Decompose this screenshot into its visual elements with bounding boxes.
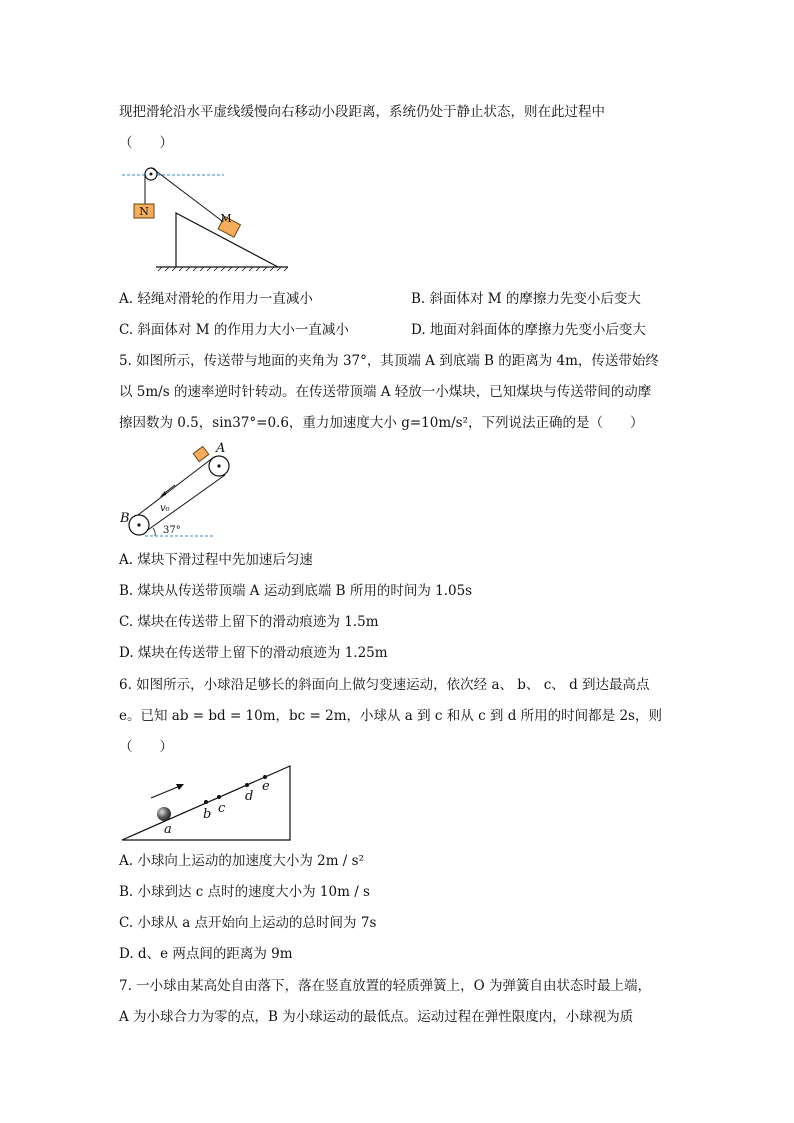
q5-option-a: A. 煤块下滑过程中先加速后匀速 <box>119 552 313 568</box>
point-c <box>217 795 221 799</box>
label-e: e <box>262 779 270 794</box>
q7-stem-line-1: 7. 一小球由某高处自由落下，落在竖直放置的轻质弹簧上，O 为弹簧自由状态时最上端， <box>119 978 652 994</box>
label-M: M <box>220 212 232 225</box>
q6-option-a: A. 小球向上运动的加速度大小为 2m / s² <box>119 853 364 869</box>
q4-option-a: A. 轻绳对滑轮的作用力一直减小 <box>119 291 313 307</box>
q7-stem-line-2: A 为小球合力为零的点，B 为小球运动的最低点。运动过程在弹性限度内，小球视为质 <box>119 1009 634 1025</box>
q4-option-d: D. 地面对斜面体的摩擦力先变小后变大 <box>411 322 646 338</box>
q4-answer-blank: （ ） <box>119 135 173 151</box>
q6-answer-blank: （ ） <box>119 739 173 755</box>
q5-stem-line-3: 擦因数为 0.5，sin37°=0.6，重力加速度大小 g=10m/s²，下列说法正确的是（ ） <box>119 415 644 431</box>
label-A: A <box>216 441 226 456</box>
point-b <box>204 800 208 804</box>
q6-figure-incline-ball <box>118 760 298 845</box>
label-B: B <box>120 511 130 526</box>
q5-option-d: D. 煤块在传送带上留下的滑动痕迹为 1.25m <box>119 645 388 661</box>
q4-figure-pulley-incline <box>118 160 298 275</box>
motion-arrow <box>151 786 180 798</box>
label-a: a <box>164 822 172 837</box>
label-v0: v₀ <box>160 503 170 514</box>
label-angle: 37° <box>163 525 181 536</box>
q4-option-b: B. 斜面体对 M 的摩擦力先变小后变大 <box>411 291 641 307</box>
q6-option-c: C. 小球从 a 点开始向上运动的总时间为 7s <box>119 915 377 931</box>
q4-stem-line: 现把滑轮沿水平虚线缓慢向右移动小段距离，系统仍处于静止状态，则在此过程中 <box>119 104 605 120</box>
coal-block <box>193 446 209 461</box>
q5-option-b: B. 煤块从传送带顶端 A 运动到底端 B 所用的时间为 1.05s <box>119 583 473 599</box>
q5-figure-conveyor <box>115 441 245 540</box>
q4-option-c: C. 斜面体对 M 的作用力大小一直减小 <box>119 322 349 338</box>
q5-stem-line-1: 5. 如图所示，传送带与地面的夹角为 37°，其顶端 A 到底端 B 的距离为 4m，传送带始终 <box>119 353 659 369</box>
label-d: d <box>245 789 254 804</box>
label-b: b <box>203 807 212 822</box>
q5-option-c: C. 煤块在传送带上留下的滑动痕迹为 1.5m <box>119 614 379 630</box>
q6-stem-line-2: e。已知 ab = bd = 10m，bc = 2m，小球从 a 到 c 和从 c 到 d 所用的时间都是 2s，则 <box>119 708 662 724</box>
q5-stem-line-2: 以 5m/s 的速率逆时针转动。在传送带顶端 A 轻放一小煤块，已知煤块与传送带间的动摩 <box>119 384 652 400</box>
q6-option-b: B. 小球到达 c 点时的速度大小为 10m / s <box>119 884 370 900</box>
label-c: c <box>218 801 226 816</box>
label-N: N <box>139 205 149 218</box>
point-d <box>245 783 249 787</box>
ball <box>157 807 171 821</box>
q6-stem-line-1: 6. 如图所示，小球沿足够长的斜面向上做匀变速运动，依次经 a、 b、 c、 d 到达最高点 <box>119 677 650 693</box>
q6-option-d: D. d、e 两点间的距离为 9m <box>119 946 293 962</box>
